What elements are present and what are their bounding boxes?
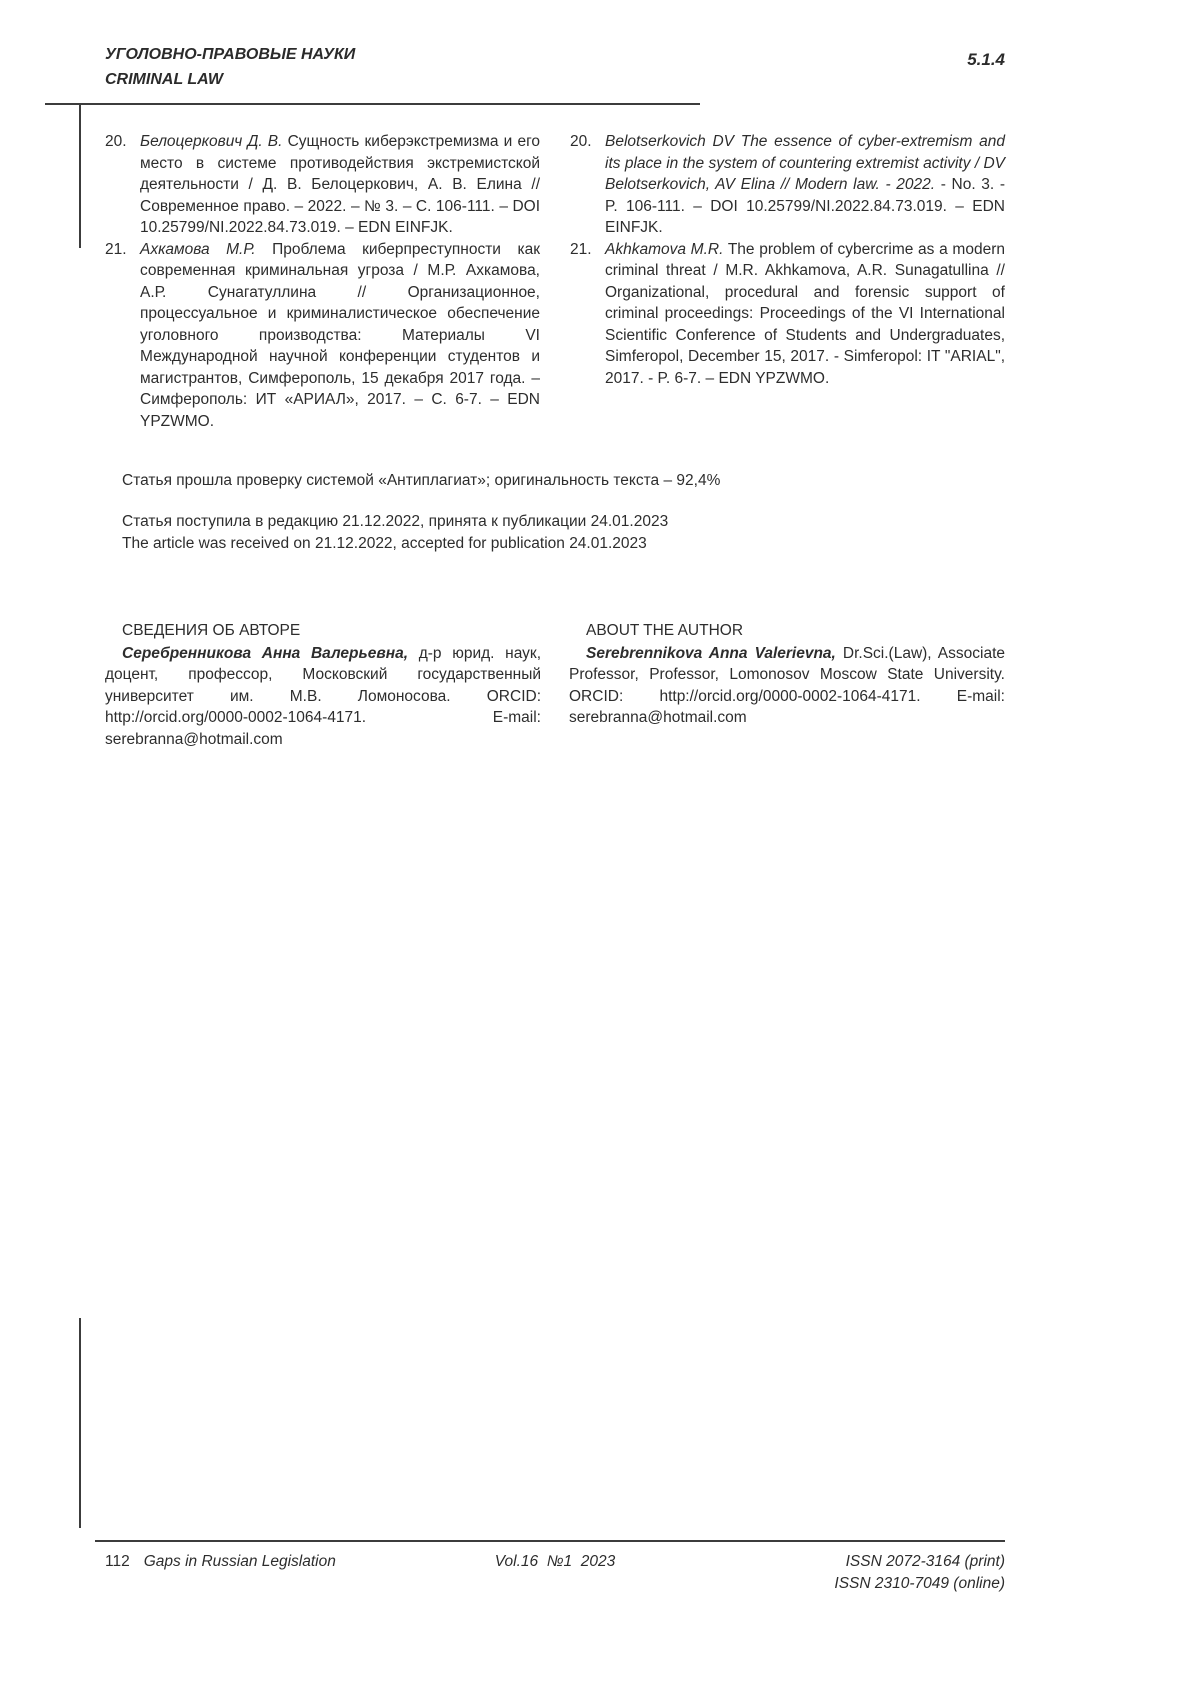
section-code: 5.1.4 <box>967 50 1005 69</box>
reference-item <box>105 131 540 239</box>
left-margin-rule-top <box>79 103 81 248</box>
submission-dates <box>122 511 982 555</box>
reference-item <box>570 239 1005 390</box>
reference-author: Ахкамова М.Р. <box>140 240 256 258</box>
reference-text <box>140 239 540 433</box>
page-number: 112 <box>105 1553 130 1570</box>
rubric-en: CRIMINAL LAW <box>105 71 223 88</box>
author-heading-en: ABOUT THE AUTHOR <box>586 622 744 639</box>
submission-date-ru: Статья поступила в редакцию 21.12.2022, принята к публикации 24.01.2023 <box>122 513 669 530</box>
authors-section <box>105 620 1005 750</box>
references-section <box>105 131 1005 432</box>
references-column-en <box>570 131 1005 432</box>
reference-body-text: The problem of cybercrime as a modern criminal threat / M.R. Akhkamova, A.R. Sunagatullina // Organizational, procedural and forensic support of criminal proceedings: Proceedings of the VI International Scientific Conference of Students and Undergraduates, Simferopol, December 15, 2017. - Simferopol: IT "ARIAL", 2017. - P. 6-7. – EDN YPZWMO. <box>605 240 1005 387</box>
reference-item <box>105 239 540 433</box>
header-rubric <box>105 42 355 92</box>
reference-number: 20. <box>105 133 127 150</box>
plagiarism-check-note: Статья прошла проверку системой «Антиплагиат»; оригинальность текста – 92,4% <box>122 472 721 489</box>
issn-print: ISSN 2072-3164 (print) <box>845 1553 1005 1570</box>
rubric-ru: УГОЛОВНО-ПРАВОВЫЕ НАУКИ <box>105 46 356 63</box>
reference-author: Belotserkovich DV The essence of cyber-extremism and its place in the system of countering extremist activity / DV Belotserkovich, AV Elina // Modern law. - 2022. <box>605 133 1005 193</box>
author-paragraph-en <box>569 643 1005 729</box>
reference-item <box>570 131 1005 239</box>
reference-author: Akhkamova M.R. <box>605 240 724 258</box>
issn-online: ISSN 2310-7049 (online) <box>834 1575 1005 1592</box>
reference-number: 21. <box>105 240 127 258</box>
reference-body-text: Проблема киберпреступности как современная криминальная угроза / М.Р. Ахкамова, А.Р. Сунагатуллина // Организационное, процессуальное и криминалистическое обеспечение уголовного производства: Материалы VI Международной научной конференции студентов и магистрантов, Симферополь, 15 декабря 2017 года. – Симферополь: ИТ «АРИАЛ», 2017. – С. 6-7. – EDN YPZWMO. <box>140 240 540 430</box>
reference-body-text: - No. 3. - P. 106-111. – DOI 10.25799/NI.2022.84.73.019. – EDN EINFJK. <box>605 176 1005 236</box>
footer-left <box>105 1551 405 1573</box>
references-column-ru <box>105 131 540 432</box>
reference-author: Белоцеркович Д. В. <box>140 133 283 150</box>
reference-text <box>140 131 540 239</box>
author-heading-ru: СВЕДЕНИЯ ОБ АВТОРЕ <box>122 622 301 639</box>
reference-body-text: Сущность киберэкстремизма и его место в системе противодействия экстремистской деятельности / Д. В. Белоцеркович, А. В. Елина // Современное право. – 2022. – № 3. – С. 106-111. – DOI 10.25799/NI.2022.84.73.019. – EDN EINFJK. <box>140 133 540 236</box>
author-details-en: Dr.Sci.(Law), Associate Professor, Professor, Lomonosov Moscow State University. ORCID: http://orcid.org/0000-0002-1064-4171. E-mail: serebranna@hotmail.com <box>569 644 1006 726</box>
header-rule <box>45 103 700 105</box>
journal-title: Gaps in Russian Legislation <box>143 1553 336 1570</box>
volume-issue: Vol.16 №1 2023 <box>494 1553 616 1570</box>
page-footer <box>105 1551 1005 1595</box>
reference-text <box>605 239 1005 390</box>
submission-date-en: The article was received on 21.12.2022, accepted for publication 24.01.2023 <box>122 535 647 552</box>
author-info-en <box>569 620 1005 750</box>
reference-number: 21. <box>570 240 592 258</box>
author-name-ru: Серебренникова Анна Валерьевна, <box>122 644 408 662</box>
author-details-ru: д-р юрид. наук, доцент, профессор, Московский государственный университет им. М.В. Ломоносова. ORCID: http://orcid.org/0000-0002-1064-4171. E-mail: serebranna@hotmail.com <box>105 644 541 748</box>
footer-right <box>705 1551 1005 1595</box>
footer-rule <box>95 1540 1005 1542</box>
left-margin-rule-bottom <box>79 1318 81 1528</box>
reference-text <box>605 131 1005 239</box>
author-info-ru <box>105 620 541 750</box>
author-paragraph-ru <box>105 643 541 751</box>
author-name-en: Serebrennikova Anna Valerievna, <box>586 644 836 662</box>
reference-number: 20. <box>570 133 592 150</box>
